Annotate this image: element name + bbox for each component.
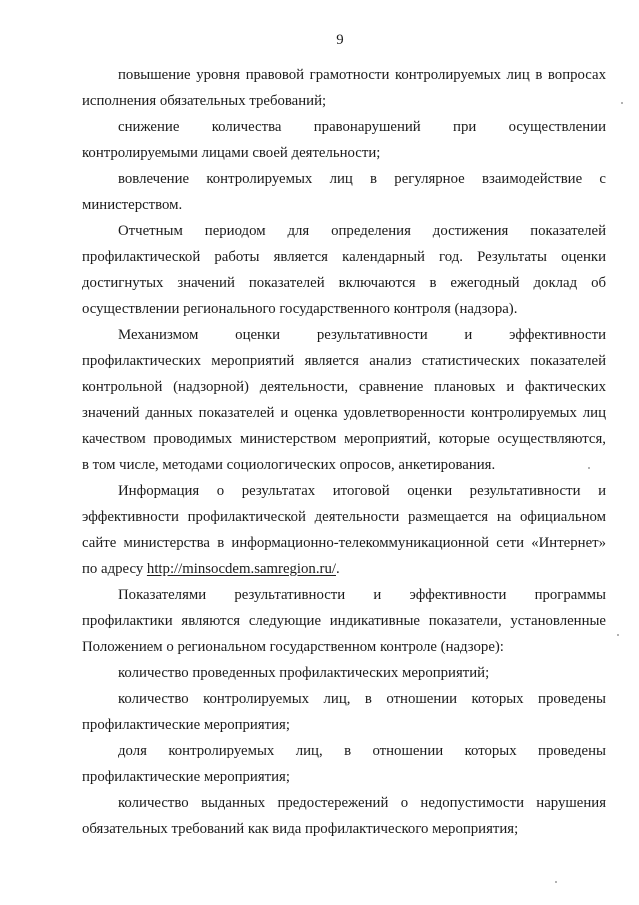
paragraph — [82, 62, 606, 114]
text-line: снижение количества правонарушений при осуществлении — [118, 119, 606, 135]
text-line: Информация о результатах итоговой оценки результативности и — [118, 483, 606, 499]
text-line: достигнутых значений показателей включаются в ежегодный доклад об — [82, 275, 606, 291]
text-line: обязательных требований как вида профилактического мероприятия; — [82, 821, 519, 837]
page-number: 9 — [336, 32, 344, 48]
text-line: количество проведенных профилактических мероприятий; — [118, 665, 490, 681]
paragraph — [82, 218, 606, 322]
text-line: профилактические мероприятия; — [82, 717, 290, 733]
text-line: сайте министерства в информационно-телекоммуникационной сети «Интернет» — [82, 535, 606, 551]
text-line: Показателями результативности и эффективности программы — [118, 587, 606, 603]
paragraph — [82, 738, 606, 790]
url-prefix: по адресу — [82, 561, 147, 577]
paragraph — [82, 114, 606, 166]
paragraph — [82, 790, 606, 842]
paragraph — [82, 660, 606, 686]
text-line: профилактики являются следующие индикативные показатели, установленные — [82, 613, 606, 629]
text-line: в том числе, методами социологических опросов, анкетирования. — [82, 457, 496, 473]
text-line: Механизмом оценки результативности и эффективности — [118, 327, 606, 343]
text-line: качеством проводимых министерством мероприятий, которые осуществляются, — [82, 431, 606, 447]
paragraph — [82, 686, 606, 738]
scan-speck — [617, 634, 619, 636]
url-line — [82, 556, 606, 582]
text-line: количество контролируемых лиц, в отношении которых проведены — [118, 691, 606, 707]
text-line: вовлечение контролируемых лиц в регулярное взаимодействие с — [118, 171, 606, 187]
text-line: контролируемыми лицами своей деятельности; — [82, 145, 381, 161]
text-line: доля контролируемых лиц, в отношении которых проведены — [118, 743, 606, 759]
text-line: министерством. — [82, 197, 183, 213]
text-line: контрольной (надзорной) деятельности, сравнение плановых и фактических — [82, 379, 606, 395]
scan-speck — [588, 467, 590, 469]
text-line: профилактических мероприятий является анализ статистических показателей — [82, 353, 606, 369]
text-line: исполнения обязательных требований; — [82, 93, 327, 109]
scan-speck — [555, 881, 557, 883]
document-body — [82, 62, 606, 842]
paragraph — [82, 322, 606, 478]
text-line: значений данных показателей и оценка удовлетворенности контролируемых лиц — [82, 405, 606, 421]
url-suffix: . — [335, 561, 340, 577]
text-line: профилактические мероприятия; — [82, 769, 290, 785]
text-line: повышение уровня правовой грамотности контролируемых лиц в вопросах — [118, 67, 606, 83]
paragraph — [82, 582, 606, 660]
paragraph — [82, 478, 606, 582]
text-line: эффективности профилактической деятельности размещается на официальном — [82, 509, 606, 525]
text-line: Положением о региональном государственном контроле (надзоре): — [82, 639, 504, 655]
website-link[interactable]: http://minsocdem.samregion.ru/ — [146, 561, 336, 577]
text-line: профилактической работы является календарный год. Результаты оценки — [82, 249, 606, 265]
text-line: количество выданных предостережений о недопустимости нарушения — [118, 795, 606, 811]
paragraph — [82, 166, 606, 218]
text-line: Отчетным периодом для определения достижения показателей — [118, 223, 606, 239]
text-line: осуществлении регионального государственного контроля (надзора). — [82, 301, 518, 317]
scan-speck — [621, 102, 623, 104]
